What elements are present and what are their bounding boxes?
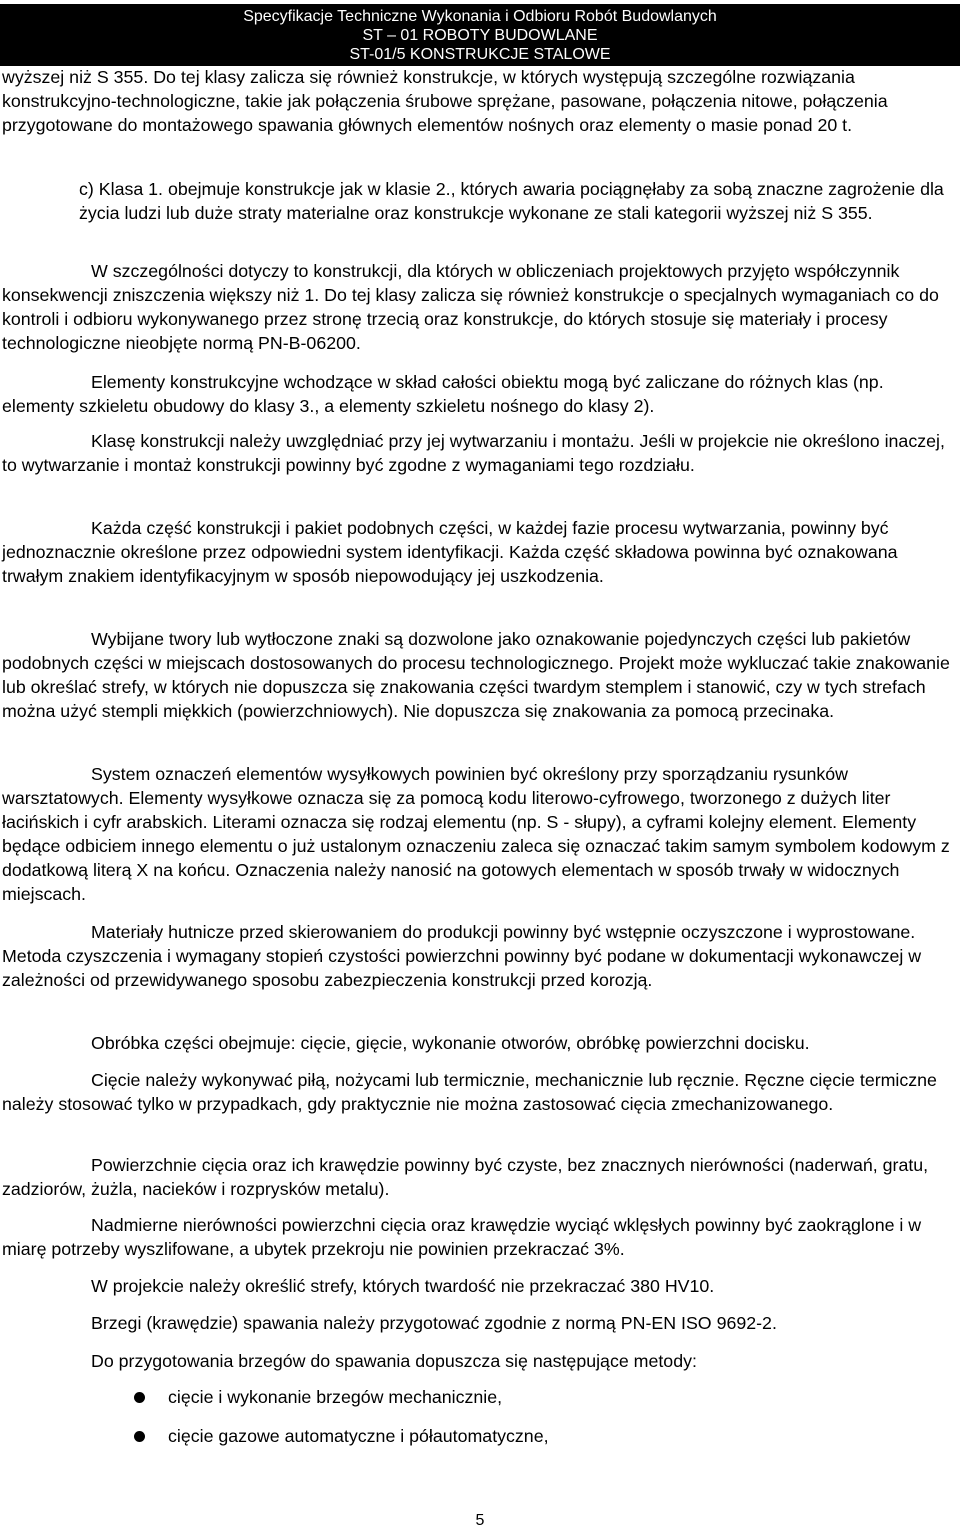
paragraph: Materiały hutnicze przed skierowaniem do produkcji powinny być wstępnie oczyszczone i wyprostowane. Metoda czyszczenia i wymagany stopień czystości powierzchni powinny być podane w dokumentacji wykonawczej w zależności od przewidywanego sposobu zabezpieczenia konstrukcji przed korozją. [2, 922, 922, 990]
page-number: 5 [475, 1512, 485, 1529]
document-header [0, 4, 960, 66]
paragraph: W projekcie należy określić strefy, których twardość nie przekraczać 380 HV10. [91, 1276, 715, 1296]
classification-item: c) Klasa 1. obejmuje konstrukcje jak w klasie 2., których awaria pociągnęłaby za sobą znaczne zagrożenie dla życia ludzi lub duże straty materialne oraz konstrukcje wykonane ze stali kategorii wyższej niż S 355. [79, 179, 944, 223]
header-subsection: ST-01/5 KONSTRUKCJE STALOWE [349, 46, 611, 63]
paragraph: wyższej niż S 355. Do tej klasy zalicza się również konstrukcje, w których występują szczególne rozwiązania konstrukcyjno-technologiczne, takie jak połączenia śrubowe sprężane, pasowane, połączenia nitowe, połączenia przygotowane do montażowego spawania głównych elementów nośnych oraz elementy o masie ponad 20 t. [2, 67, 888, 135]
paragraph: Do przygotowania brzegów do spawania dopuszcza się następujące metody: [91, 1351, 697, 1371]
list-item-text: cięcie gazowe automatyczne i półautomatyczne, [168, 1426, 549, 1446]
paragraph: Nadmierne nierówności powierzchni cięcia oraz krawędzie wyciąć wklęsłych powinny być zaokrąglone i w miarę potrzeby wyszlifowane, a ubytek przekroju nie powinien przekraczać 3%. [2, 1215, 922, 1259]
paragraph: Powierzchnie cięcia oraz ich krawędzie powinny być czyste, bez znacznych nierówności (naderwań, gratu, zadziorów, żużla, nacieków i rozprysków metalu). [2, 1155, 929, 1199]
paragraph: System oznaczeń elementów wysyłkowych powinien być określony przy sporządzaniu rysunków warsztatowych. Elementy wysyłkowe oznacza się za pomocą kodu literowo-cyfrowego, tworzonego z dużych liter łacińskich i cyfr arabskich. Literami oznacza się rodzaj elementu (np. S - słupy), a cyframi kolejny element. Elementy będące odbiciem innego elementu o już ustalonym oznaczeniu zaleca się oznaczać takim samym symbolem kodowym z dodatkową literą X na końcu. Oznaczenia należy nanosić na gotowych elementach w sposób trwały w widocznych miejscach. [2, 764, 950, 904]
paragraph: Klasę konstrukcji należy uwzględniać przy jej wytwarzaniu i montażu. Jeśli w projekcie nie określono inaczej, to wytwarzanie i montaż konstrukcji powinny być zgodne z wymaganiami tego rozdziału. [2, 431, 945, 475]
list-item-text: cięcie i wykonanie brzegów mechanicznie, [168, 1387, 503, 1407]
paragraph: Każda część konstrukcji i pakiet podobnych części, w każdej fazie procesu wytwarzania, powinny być jednoznacznie określone przez odpowiedni system identyfikacji. Każda część składowa powinna być oznakowana trwałym znakiem identyfikacyjnym w sposób niepowodujący jej uszkodzenia. [2, 518, 898, 586]
bullet-icon [134, 1392, 145, 1403]
paragraph: Obróbka części obejmuje: cięcie, gięcie, wykonanie otworów, obróbkę powierzchni docisku. [91, 1033, 810, 1053]
paragraph: W szczególności dotyczy to konstrukcji, dla których w obliczeniach projektowych przyjęto współczynnik konsekwencji zniszczenia większy niż 1. Do tej klasy zalicza się również konstrukcje o specjalnych wymaganiach co do kontroli i odbioru wykonywanego przez stronę trzecią oraz konstrukcje, do których stosuje się materiały i procesy technologiczne nieobjęte normą PN-B-06200. [2, 261, 939, 353]
paragraph [2, 178, 954, 226]
header-section: ST – 01 ROBOTY BUDOWLANE [362, 27, 598, 44]
paragraph: Cięcie należy wykonywać piłą, nożycami lub termicznie, mechanicznie lub ręcznie. Ręczne cięcie termiczne należy stosować tylko w przypadkach, gdy praktycznie nie można zastosować cięcia zmechanizowanego. [2, 1070, 937, 1114]
paragraph: Wybijane twory lub wytłoczone znaki są dozwolone jako oznakowanie pojedynczych części lub pakietów podobnych części w miejscach dostosowanych do procesu technologicznego. Projekt może wykluczać takie znakowanie lub określać strefy, w których nie dopuszcza się znakowania części twardym stemplem i stanowić, czy w tych strefach można użyć stempli miękkich (powierzchniowych). Nie dopuszcza się znakowania za pomocą przecinaka. [2, 629, 950, 721]
paragraph: Brzegi (krawędzie) spawania należy przygotować zgodnie z normą PN-EN ISO 9692-2. [91, 1313, 777, 1333]
header-title: Specyfikacje Techniczne Wykonania i Odbioru Robót Budowlanych [243, 8, 717, 25]
paragraph: Elementy konstrukcyjne wchodzące w skład całości obiektu mogą być zaliczane do różnych klas (np. elementy szkieletu obudowy do klasy 3., a elementy szkieletu nośnego do klasy 2). [2, 372, 884, 416]
bullet-icon [134, 1431, 145, 1442]
